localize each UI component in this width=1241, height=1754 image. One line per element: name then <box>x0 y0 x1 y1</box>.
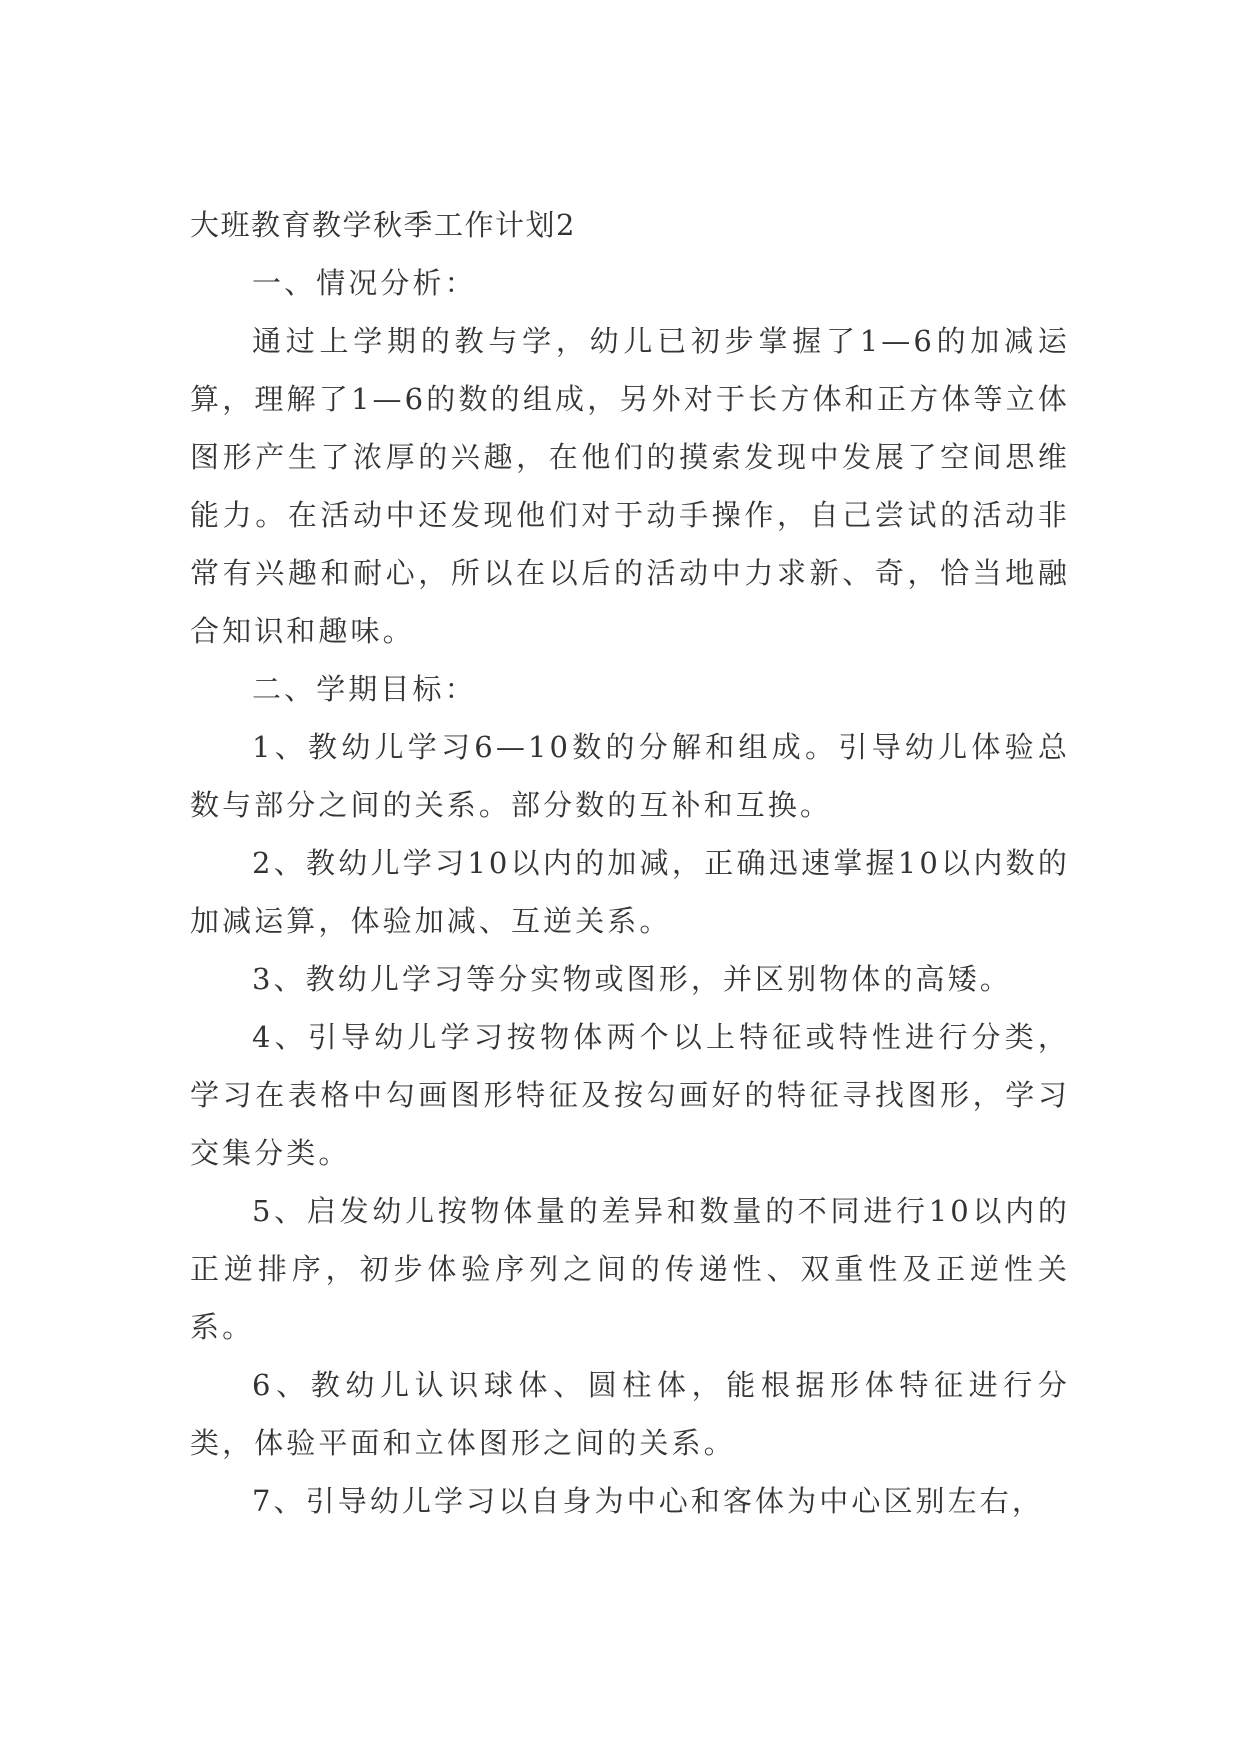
goal-item-5: 5、启发幼儿按物体量的差异和数量的不同进行10以内的正逆排序，初步体验序列之间的传递性、双重性及正逆性关系。 <box>190 1194 1070 1344</box>
section-heading-situation-analysis: 一、情况分析： <box>252 266 477 300</box>
goal-item-4: 4、引导幼儿学习按物体两个以上特征或特性进行分类，学习在表格中勾画图形特征及按勾画好的特征寻找图形，学习交集分类。 <box>190 1020 1070 1170</box>
goal-item-7: 7、引导幼儿学习以自身为中心和客体为中心区别左右， <box>252 1484 1044 1518</box>
goal-item-2: 2、教幼儿学习10以内的加减，正确迅速掌握10以内数的加减运算，体验加减、互逆关系。 <box>190 846 1070 938</box>
situation-analysis-paragraph: 通过上学期的教与学，幼儿已初步掌握了1—6的加减运算，理解了1—6的数的组成，另外对于长方体和正方体等立体图形产生了浓厚的兴趣，在他们的摸索发现中发展了空间思维能力。在活动中还发现他们对于动手操作，自己尝试的活动非常有兴趣和耐心，所以在以后的活动中力求新、奇，恰当地融合知识和趣味。 <box>190 324 1070 648</box>
document-title: 大班教育教学秋季工作计划2 <box>190 208 576 242</box>
document-page <box>190 196 1070 1530</box>
goal-item-3: 3、教幼儿学习等分实物或图形，并区别物体的高矮。 <box>252 962 1012 996</box>
section-heading-semester-goals: 二、学期目标： <box>252 672 477 706</box>
goal-item-6: 6、教幼儿认识球体、圆柱体，能根据形体特征进行分类，体验平面和立体图形之间的关系。 <box>190 1368 1070 1460</box>
goal-item-1: 1、教幼儿学习6—10数的分解和组成。引导幼儿体验总数与部分之间的关系。部分数的互补和互换。 <box>190 730 1070 822</box>
